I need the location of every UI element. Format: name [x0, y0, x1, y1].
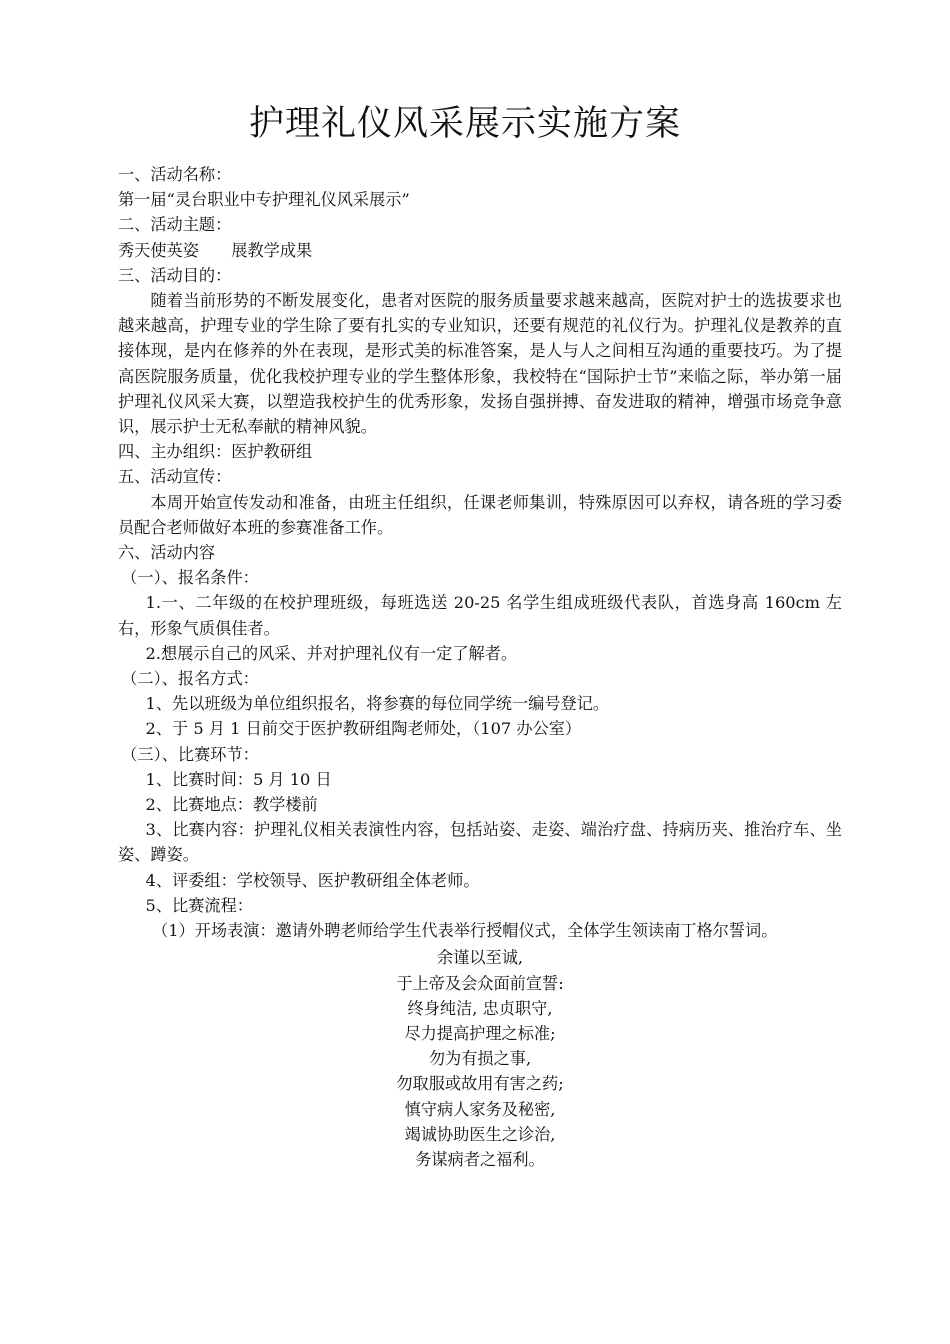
pledge-line: 尽力提高护理之标准; [404, 1023, 556, 1043]
subsection-heading-competition: （三）、比赛环节： [121, 744, 259, 764]
pledge-line: 务谋病者之福利。 [415, 1149, 545, 1169]
pledge-line: 勿为有损之事, [428, 1049, 532, 1069]
subsection-heading-conditions: （一）、报名条件： [121, 568, 259, 588]
section-heading-activity-name: 一、活动名称： [118, 165, 232, 184]
activity-name-text: 第一届“灵台职业中专护理礼仪风采展示” [118, 190, 410, 210]
section-heading-publicity: 五、活动宣传： [118, 467, 232, 487]
purpose-paragraph: 随着当前形势的不断发展变化，患者对医院的服务质量要求越来越高，医院对护士的选拔要求也越来越高，护理专业的学生除了要有扎实的专业知识，还要有规范的礼仪行为。护理礼仪是教养的直接体现，是内在修养的外在表现，是形式美的标准答案，是人与人之间相互沟通的重要技巧。为了提高医院服务质量，优化我校护理专业的学生整体形象，我校特在“国际护士节”来临之际，举办第一届护理礼仪风采大赛，以塑造我校护生的优秀形象，发扬自强拼搏、奋发进取的精神，增强市场竞争意识，展示护士无私奉献的精神风貌。 [118, 291, 842, 437]
section-heading-purpose: 三、活动目的： [118, 265, 232, 285]
subsection-heading-method: （二）、报名方式： [121, 669, 259, 689]
competition-item-5-1: （1）开场表演：邀请外聘老师给学生代表举行授帽仪式，全体学生领读南丁格尔誓词。 [152, 921, 778, 941]
section-heading-theme: 二、活动主题： [118, 215, 232, 235]
pledge-line: 终身纯洁, 忠贞职守, [407, 998, 553, 1018]
competition-item-5: 5、比赛流程： [145, 895, 253, 915]
theme-text: 秀天使英姿 展教学成果 [118, 240, 313, 260]
document-title: 护理礼仪风采展示实施方案 [248, 104, 681, 144]
pledge-line: 于上帝及会众面前宣誓: [396, 973, 564, 993]
pledge-line: 慎守病人家务及秘密, [404, 1099, 556, 1119]
document-body [118, 162, 842, 1172]
condition-item-1: 1.一、二年级的在校护理班级，每班选送 20-25 名学生组成班级代表队，首选身高 160cm 左右，形象气质俱佳者。 [118, 593, 842, 638]
competition-item-4: 4、评委组：学校领导、医护教研组全体老师。 [145, 870, 480, 890]
condition-item-2: 2.想展示自己的风采、并对护理礼仪有一定了解者。 [145, 643, 518, 663]
pledge-line: 余谨以至诚, [436, 948, 524, 968]
publicity-paragraph: 本周开始宣传发动和准备，由班主任组织，任课老师集训，特殊原因可以弃权，请各班的学习委员配合老师做好本班的参赛准备工作。 [118, 492, 842, 537]
pledge-line: 竭诚协助医生之诊治, [404, 1124, 556, 1144]
pledge-line: 勿取服或故用有害之药; [396, 1074, 564, 1094]
section-heading-content: 六、活动内容 [118, 543, 216, 563]
competition-item-2: 2、比赛地点：教学楼前 [145, 795, 318, 815]
section-heading-organizer: 四、主办组织：医护教研组 [118, 442, 313, 462]
competition-item-1: 1、比赛时间：5 月 10 日 [145, 769, 332, 789]
method-item-1: 1、先以班级为单位组织报名，将参赛的每位同学统一编号登记。 [145, 694, 610, 714]
method-item-2: 2、于 5 月 1 日前交于医护教研组陶老师处，（107 办公室） [145, 719, 582, 739]
competition-item-3: 3、比赛内容：护理礼仪相关表演性内容，包括站姿、走姿、端治疗盘、持病历夹、推治疗车、坐姿、蹲姿。 [118, 820, 842, 865]
nightingale-pledge [118, 945, 842, 1172]
